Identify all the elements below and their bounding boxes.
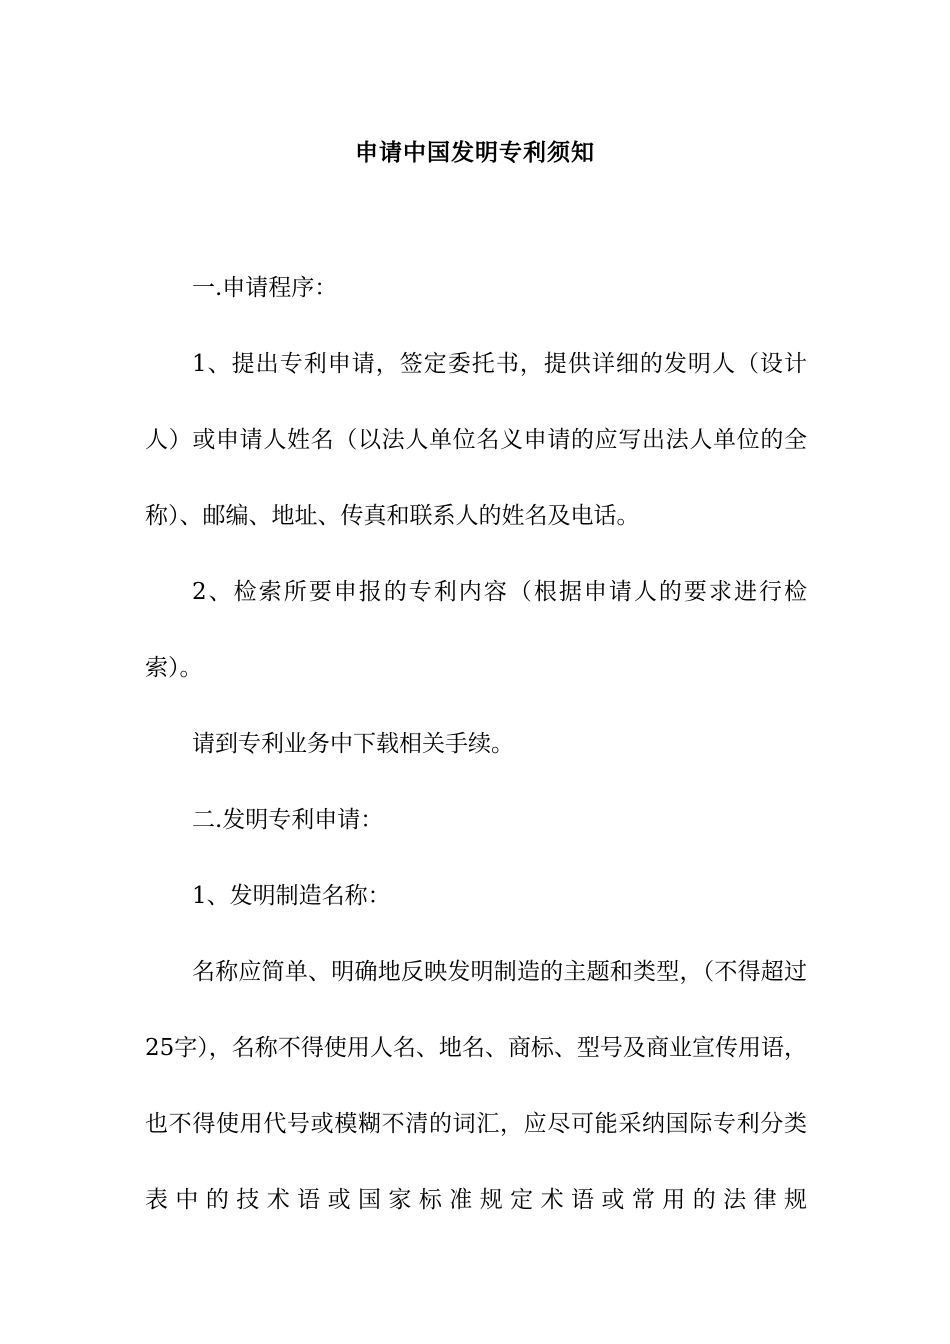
paragraph-name-requirements: 名称应简单、明确地反映发明制造的主题和类型，（不得超过25字），名称不得使用人名、地名、商标、型号及商业宣传用语，也不得使用代号或模糊不清的词汇，应尽可能采纳国际专利分类表中的技术语或国家标准规定术语或常用的法律规 bbox=[145, 959, 807, 1213]
section-heading-invention-application: 二.发明专利申请： bbox=[192, 807, 384, 833]
document-body bbox=[145, 250, 807, 1238]
paragraph-search-patent: 2、检索所要申报的专利内容（根据申请人的要求进行检索）。 bbox=[145, 579, 807, 681]
paragraph-submit-application: 1、提出专利申请，签定委托书，提供详细的发明人（设计人）或申请人姓名（以法人单位名义申请的应写出法人单位的全称）、邮编、地址、传真和联系人的姓名及电话。 bbox=[145, 351, 807, 529]
section-heading-application-procedure: 一.申请程序： bbox=[192, 275, 338, 301]
paragraph-download-forms: 请到专利业务中下载相关手续。 bbox=[192, 731, 514, 757]
subsection-heading-invention-name: 1、发明制造名称： bbox=[192, 883, 391, 909]
document-title: 申请中国发明专利须知 bbox=[355, 140, 595, 166]
